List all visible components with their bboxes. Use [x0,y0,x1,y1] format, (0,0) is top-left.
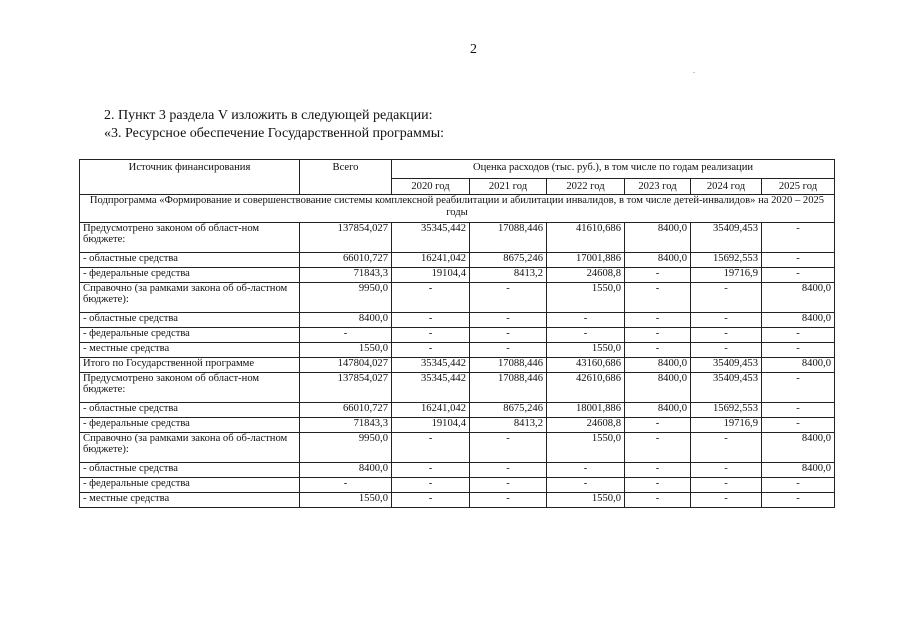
year-2024-cell: 35409,453 [691,223,762,253]
table-row [80,478,835,493]
intro-line-2: «3. Ресурсное обеспечение Государственной программы: [104,126,445,141]
year-2025-cell: 8400,0 [762,313,835,328]
year-2021-cell: 8413,2 [470,418,547,433]
year-2024-cell: - [691,283,762,313]
year-2022-cell: 24608,8 [547,418,625,433]
year-2023-cell: 8400,0 [625,358,691,373]
row-label: - федеральные средства [80,418,300,433]
row-label: Справочно (за рамками закона об об-ластном бюджете): [80,433,300,463]
total-cell: 137854,027 [300,223,392,253]
table-row [80,418,835,433]
year-2024-cell: - [691,478,762,493]
year-2020-cell: - [392,463,470,478]
table-row [80,433,835,463]
year-2023-cell: 8400,0 [625,373,691,403]
total-cell: - [300,328,392,343]
year-2021-cell: 8413,2 [470,268,547,283]
year-2021-cell: 17088,446 [470,373,547,403]
header-total: Всего [300,160,392,195]
year-2023-cell: - [625,343,691,358]
year-2025-cell: 8400,0 [762,358,835,373]
total-cell: 1550,0 [300,343,392,358]
total-cell: - [300,478,392,493]
year-2022-cell: 24608,8 [547,268,625,283]
header-year: 2021 год [470,179,547,195]
year-2025-cell: - [762,478,835,493]
year-2025-cell: - [762,268,835,283]
year-2023-cell: - [625,418,691,433]
table-row [80,373,835,403]
table-row [80,493,835,508]
year-2021-cell: - [470,478,547,493]
subprogram-title: Подпрограмма «Формирование и совершенствование системы комплексной реабилитации и абилитации инвалидов, в том числе детей-инвалидов» на 2020 – 2025 годы [80,195,835,223]
intro-line-1: 2. Пункт 3 раздела V изложить в следующей редакции: [104,108,433,123]
year-2023-cell: 8400,0 [625,403,691,418]
year-2025-cell: - [762,373,835,403]
total-cell: 137854,027 [300,373,392,403]
total-cell: 147804,027 [300,358,392,373]
year-2023-cell: - [625,433,691,463]
year-2020-cell: 19104,4 [392,418,470,433]
resource-table [79,159,835,508]
year-2022-cell: - [547,313,625,328]
year-2024-cell: 15692,553 [691,253,762,268]
total-cell: 9950,0 [300,283,392,313]
header-year: 2023 год [625,179,691,195]
year-2025-cell: - [762,328,835,343]
year-2022-cell: 1550,0 [547,493,625,508]
row-label: - местные средства [80,343,300,358]
header-estimate: Оценка расходов (тыс. руб.), в том числе по годам реализации [392,160,835,179]
year-2021-cell: - [470,493,547,508]
year-2023-cell: - [625,313,691,328]
year-2020-cell: - [392,493,470,508]
table-row [80,313,835,328]
year-2024-cell: 19716,9 [691,268,762,283]
year-2024-cell: 19716,9 [691,418,762,433]
row-label: - местные средства [80,493,300,508]
year-2020-cell: - [392,328,470,343]
year-2024-cell: - [691,463,762,478]
year-2023-cell: - [625,478,691,493]
year-2024-cell: - [691,343,762,358]
year-2022-cell: 43160,686 [547,358,625,373]
year-2023-cell: - [625,268,691,283]
year-2022-cell: 17001,886 [547,253,625,268]
year-2022-cell: 42610,686 [547,373,625,403]
year-2025-cell: - [762,403,835,418]
row-label: - областные средства [80,403,300,418]
year-2023-cell: - [625,493,691,508]
total-cell: 71843,3 [300,268,392,283]
year-2022-cell: 1550,0 [547,283,625,313]
year-2021-cell: - [470,433,547,463]
year-2025-cell: 8400,0 [762,283,835,313]
year-2025-cell: - [762,253,835,268]
year-2021-cell: - [470,313,547,328]
year-2024-cell: - [691,433,762,463]
year-2024-cell: 35409,453 [691,358,762,373]
year-2024-cell: 35409,453 [691,373,762,403]
table-row [80,253,835,268]
table-row [80,343,835,358]
year-2023-cell: - [625,463,691,478]
year-2022-cell: 18001,886 [547,403,625,418]
total-cell: 71843,3 [300,418,392,433]
year-2020-cell: - [392,478,470,493]
total-cell: 66010,727 [300,403,392,418]
table-row [80,403,835,418]
table-row [80,358,835,373]
year-2025-cell: - [762,493,835,508]
row-label: Справочно (за рамками закона об об-ластном бюджете): [80,283,300,313]
year-2023-cell: - [625,283,691,313]
year-2020-cell: 16241,042 [392,403,470,418]
year-2022-cell: 41610,686 [547,223,625,253]
year-2021-cell: 8675,246 [470,253,547,268]
year-2023-cell: 8400,0 [625,223,691,253]
row-label: - областные средства [80,313,300,328]
year-2025-cell: 8400,0 [762,433,835,463]
year-2025-cell: - [762,343,835,358]
year-2020-cell: - [392,433,470,463]
year-2021-cell: - [470,343,547,358]
year-2024-cell: - [691,328,762,343]
year-2021-cell: 17088,446 [470,223,547,253]
year-2020-cell: 16241,042 [392,253,470,268]
total-cell: 8400,0 [300,463,392,478]
year-2022-cell: - [547,328,625,343]
table-row [80,283,835,313]
row-label: - федеральные средства [80,478,300,493]
year-2022-cell: - [547,478,625,493]
total-cell: 66010,727 [300,253,392,268]
total-cell: 9950,0 [300,433,392,463]
year-2023-cell: - [625,328,691,343]
header-year: 2020 год [392,179,470,195]
table-row [80,463,835,478]
year-2021-cell: 8675,246 [470,403,547,418]
year-2025-cell: - [762,418,835,433]
year-2020-cell: 19104,4 [392,268,470,283]
header-year: 2025 год [762,179,835,195]
row-label: Предусмотрено законом об област-ном бюджете: [80,373,300,403]
year-2021-cell: - [470,463,547,478]
year-2024-cell: - [691,313,762,328]
row-label: - федеральные средства [80,328,300,343]
header-year: 2024 год [691,179,762,195]
year-2020-cell: - [392,343,470,358]
year-2021-cell: - [470,283,547,313]
stray-mark: . [693,66,695,75]
year-2023-cell: 8400,0 [625,253,691,268]
year-2020-cell: 35345,442 [392,358,470,373]
year-2021-cell: - [470,328,547,343]
year-2020-cell: - [392,283,470,313]
year-2024-cell: - [691,493,762,508]
row-label: - областные средства [80,253,300,268]
header-source: Источник финансирования [80,160,300,195]
table-row [80,328,835,343]
row-label: - федеральные средства [80,268,300,283]
year-2021-cell: 17088,446 [470,358,547,373]
row-label: - областные средства [80,463,300,478]
year-2020-cell: 35345,442 [392,223,470,253]
year-2025-cell: - [762,223,835,253]
year-2024-cell: 15692,553 [691,403,762,418]
row-label: Предусмотрено законом об област-ном бюджете: [80,223,300,253]
page-number: 2 [470,42,477,57]
year-2022-cell: 1550,0 [547,433,625,463]
year-2020-cell: 35345,442 [392,373,470,403]
year-2025-cell: 8400,0 [762,463,835,478]
year-2022-cell: - [547,463,625,478]
total-cell: 1550,0 [300,493,392,508]
header-year: 2022 год [547,179,625,195]
year-2022-cell: 1550,0 [547,343,625,358]
table-row [80,268,835,283]
total-cell: 8400,0 [300,313,392,328]
year-2020-cell: - [392,313,470,328]
table-row [80,223,835,253]
row-label: Итого по Государственной программе [80,358,300,373]
